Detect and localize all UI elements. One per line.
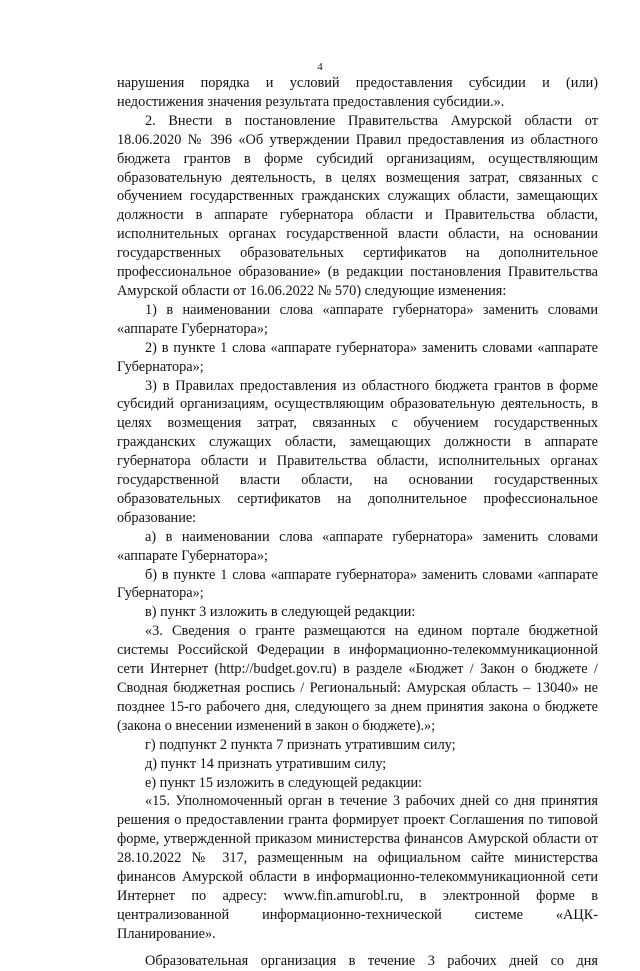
paragraph: 1) в наименовании слова «аппарате губернатора» заменить словами «аппарате Губернатора»; (117, 301, 598, 337)
paragraph: 2. Внести в постановление Правительства Амурской области от 18.06.2020 № 396 «Об утверждении Правил предоставления из областного бюджета грантов в форме субсидий организациям, осуществляющим образовательную деятельность, в целях возмещения затрат, связанных с обучением государственных гражданских служащих области, замещающих должности в аппарате губернатора области и Правительства области, исполнительных органах государственной власти области, на основании государственных образовательных сертификатов на дополнительное профессиональное образование» (в редакции постановления Правительства Амурской области от 16.06.2022 № 570) следующие изменения: (117, 112, 598, 299)
paragraph: нарушения порядка и условий предоставления субсидии и (или) недостижения значения результата предоставления субсидии.». (117, 75, 598, 110)
paragraph: а) в наименовании слова «аппарате губернатора» заменить словами «аппарате Губернатора»; (117, 528, 598, 564)
paragraph: Образовательная организация в течение 3 рабочих дней со дня (145, 952, 598, 969)
paragraph: в) пункт 3 изложить в следующей редакции: (145, 604, 416, 621)
paragraph: 3) в Правилах предоставления из областного бюджета грантов в форме субсидий организациям, осуществляющим образовательную деятельность, в целях возмещения затрат, связанных с обучением государственных гражданских служащих области, замещающих должности в аппарате губернатора области и Правительства области, исполнительных органах государственной власти области, на основании государственных образовательных сертификатов на дополнительное профессиональное образование: (117, 377, 598, 526)
paragraph: е) пункт 15 изложить в следующей редакции: (145, 774, 423, 791)
paragraph: «15. Уполномоченный орган в течение 3 рабочих дней со дня принятия решения о предоставлении гранта формирует проект Соглашения по типовой форме, утвержденной приказом министерства финансов Амурской области от 28.10.2022 № 317, размещенным на официальном сайте министерства финансов Амурской области в информационно-телекоммуникационной сети Интернет по адресу: www.fin.amurobl.ru, в электронной форме в централизованной информационно-технической системе «АЦК-Планирование». (117, 793, 598, 942)
paragraph: г) подпункт 2 пункта 7 признать утратившим силу; (145, 736, 456, 753)
paragraph: «3. Сведения о гранте размещаются на едином портале бюджетной системы Российской Федерации в информационно-телекоммуникационной сети Интернет (http://budget.gov.ru) в разделе «Бюджет / Закон о бюджете / Сводная бюджетная роспись / Региональный: Амурская область – 13040» не позднее 15-го рабочего дня, следующего за днем принятия закона о бюджете (закона о внесении изменений в закон о бюджете).»; (117, 623, 598, 734)
paragraph: б) в пункте 1 слова «аппарате губернатора» заменить словами «аппарате Губернатора»; (117, 566, 598, 602)
paragraph: 2) в пункте 1 слова «аппарате губернатора» заменить словами «аппарате Губернатора»; (117, 339, 598, 375)
page-number: 4 (317, 61, 323, 73)
document-body (117, 74, 598, 971)
paragraph: д) пункт 14 признать утратившим силу; (145, 755, 387, 772)
